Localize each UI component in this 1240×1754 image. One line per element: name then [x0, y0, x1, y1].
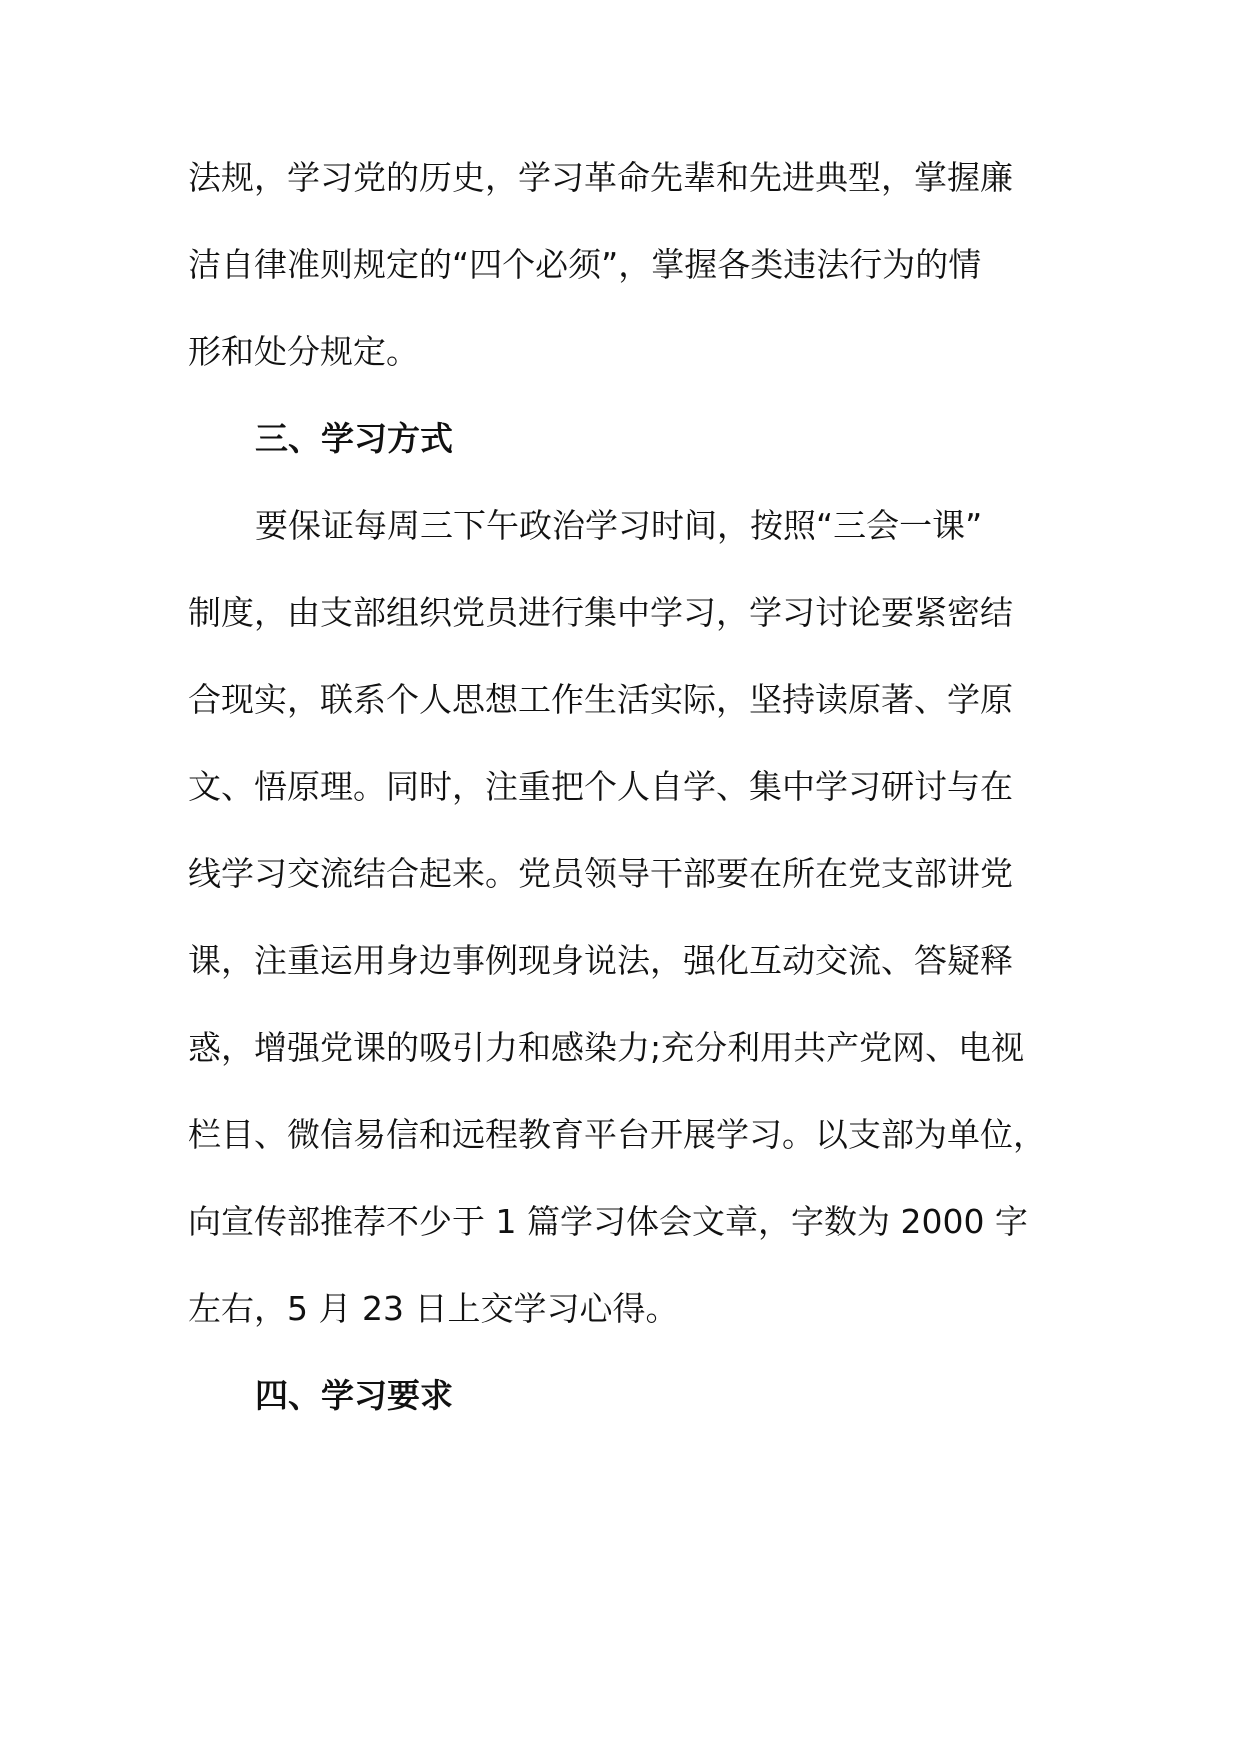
paragraph-line-2: 洁自律准则规定的“四个必须”，掌握各类违法行为的情: [188, 245, 982, 284]
section3-line-9: 向宣传部推荐不少于 1 篇学习体会文章，字数为 2000 字: [188, 1202, 1028, 1241]
section3-line-4: 文、悟原理。同时，注重把个人自学、集中学习研讨与在: [188, 767, 1013, 806]
section3-line-5: 线学习交流结合起来。党员领导干部要在所在党支部讲党: [188, 854, 1013, 893]
paragraph-line-1: 法规，学习党的历史，学习革命先辈和先进典型，掌握廉: [188, 158, 1013, 197]
section-heading-3: 三、学习方式: [255, 419, 453, 458]
section-heading-4: 四、学习要求: [255, 1376, 453, 1415]
section3-line-2: 制度，由支部组织党员进行集中学习，学习讨论要紧密结: [188, 593, 1013, 632]
section3-line-8: 栏目、微信易信和远程教育平台开展学习。以支部为单位，: [188, 1115, 1046, 1154]
section3-line-3: 合现实，联系个人思想工作生活实际，坚持读原著、学原: [188, 680, 1013, 719]
section3-line-7: 惑，增强党课的吸引力和感染力;充分利用共产党网、电视: [188, 1028, 1025, 1067]
section3-line-10: 左右，5 月 23 日上交学习心得。: [188, 1289, 679, 1328]
section3-line-6: 课，注重运用身边事例现身说法，强化互动交流、答疑释: [188, 941, 1013, 980]
section3-line-1: 要保证每周三下午政治学习时间，按照“三会一课”: [255, 506, 983, 545]
paragraph-line-3: 形和处分规定。: [188, 332, 419, 371]
